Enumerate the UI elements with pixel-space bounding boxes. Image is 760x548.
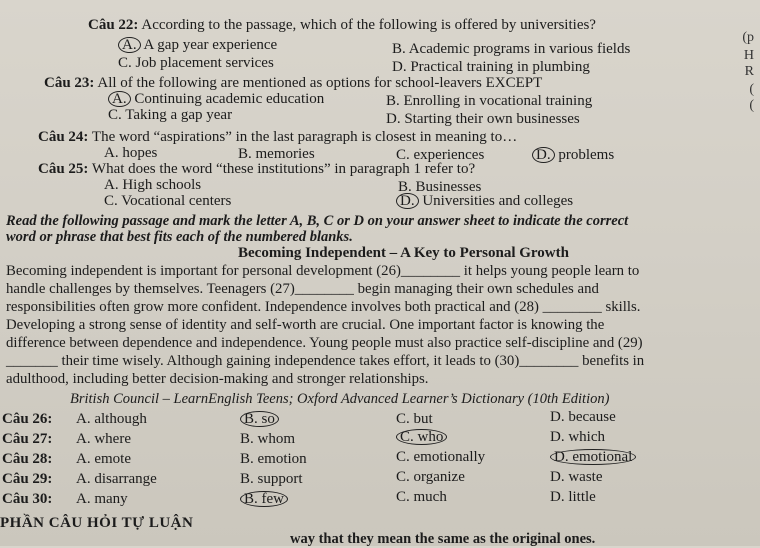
passage-line-7: adulthood, including better decision-making and stronger relationships.	[6, 371, 429, 387]
passage-line-6: _______ their time wisely. Although gaining independence takes effort, it leads to (30)________ benefits in	[6, 353, 645, 369]
q24-a-text: hopes	[122, 145, 158, 161]
q22-option-a	[118, 36, 277, 54]
q25-option-c	[104, 192, 231, 210]
q26-option-a: A. although	[76, 411, 147, 427]
q22-number: Câu 22:	[88, 17, 139, 33]
q22-b-text: Academic programs in various fields	[408, 41, 631, 57]
q27-option-d: D. which	[550, 429, 605, 445]
q23-option-d	[386, 110, 580, 128]
margin-mark: (	[749, 98, 754, 113]
q30-option-c: C. much	[396, 489, 447, 505]
passage-line-5: difference between dependence and independence. Young people must also practice self-discipline and (29)	[6, 335, 643, 351]
passage-source: British Council – LearnEnglish Teens; Oxford Advanced Learner’s Dictionary (10th Edition)	[70, 391, 610, 407]
q23-b-letter: B.	[386, 93, 400, 109]
passage-line-1: Becoming independent is important for personal development (26)________ it helps young people learn to	[6, 263, 640, 279]
q25-b-text: Businesses	[415, 179, 482, 195]
q22-b-letter: B.	[392, 41, 406, 57]
q29-option-c: C. organize	[396, 469, 465, 485]
q25-a-letter: A.	[104, 177, 119, 193]
passage-line-3: responsibilities often grow more confident. Independence involves both practical and (28) ________ skills.	[6, 299, 641, 315]
instruction-line-2: word or phrase that best fits each of the numbered blanks.	[6, 229, 353, 245]
q22-d-letter: D.	[392, 59, 407, 75]
q26-b-text: B. so	[240, 411, 279, 427]
q23-c-text: Taking a gap year	[125, 107, 233, 123]
bottom-partial-line: way that they mean the same as the original ones.	[290, 531, 596, 547]
q24-b-text: memories	[255, 146, 315, 162]
q30-option-b	[240, 490, 288, 508]
q23-option-c	[108, 106, 232, 124]
q24-b-letter: B.	[238, 146, 252, 162]
q25-option-d	[396, 192, 573, 210]
q25-b-letter: B.	[398, 179, 412, 195]
q30-b-text: B. few	[240, 491, 288, 507]
section-heading: PHẦN CÂU HỎI TỰ LUẬN	[0, 515, 194, 531]
q24-d-text: problems	[558, 147, 615, 163]
q22-a-text: A gap year experience	[143, 37, 278, 53]
q22-c-letter: C.	[118, 55, 132, 71]
q22-text: According to the passage, which of the following is offered by universities?	[141, 17, 596, 33]
q29-option-a: A. disarrange	[76, 471, 157, 487]
q24-option-d	[532, 146, 614, 164]
q28-d-text: D. emotional	[550, 449, 636, 465]
passage-line-2: handle challenges by themselves. Teenagers (27)________ begin managing their own schedules and	[6, 281, 599, 297]
q23-c-letter: C.	[108, 107, 122, 123]
q24-d-letter: D.	[532, 147, 555, 163]
margin-mark: (	[749, 82, 754, 97]
q23-d-letter: D.	[386, 111, 401, 127]
q29-number: Câu 29:	[2, 471, 53, 487]
q25-c-text: Vocational centers	[121, 193, 232, 209]
q28-option-c: C. emotionally	[396, 449, 486, 465]
q25-d-letter: D.	[396, 193, 419, 209]
q23-b-text: Enrolling in vocational training	[403, 93, 593, 109]
q28-option-a: A. emote	[76, 451, 131, 467]
passage-line-4: Developing a strong sense of identity and self-worth are crucial. One important factor is knowing the	[6, 317, 605, 333]
instruction-line-1: Read the following passage and mark the letter A, B, C or D on your answer sheet to indicate the correct	[6, 213, 629, 229]
q27-option-c	[396, 428, 447, 446]
q23-number: Câu 23:	[44, 75, 95, 91]
q22-d-text: Practical training in plumbing	[410, 59, 590, 75]
q24-c-text: experiences	[413, 147, 485, 163]
q22-c-text: Job placement services	[135, 55, 274, 71]
q30-option-a: A. many	[76, 491, 128, 507]
q25-a-text: High schools	[122, 177, 202, 193]
q23-a-letter: A.	[108, 91, 131, 107]
q23-d-text: Starting their own businesses	[404, 111, 580, 127]
q25-d-text: Universities and colleges	[422, 193, 574, 209]
q30-number: Câu 30:	[2, 491, 53, 507]
q24-text: The word “aspirations” in the last paragraph is closest in meaning to…	[91, 129, 518, 145]
q22-option-b	[392, 40, 630, 58]
q22-a-letter: A.	[118, 37, 141, 53]
q23-option-b	[386, 92, 592, 110]
q29-option-d: D. waste	[550, 469, 603, 485]
margin-mark: R	[744, 64, 754, 79]
q28-number: Câu 28:	[2, 451, 53, 467]
q22-stem	[88, 16, 596, 34]
q27-number: Câu 27:	[2, 431, 53, 447]
q27-c-text: C. who	[396, 429, 447, 445]
margin-mark: H	[743, 48, 754, 63]
passage-title: Becoming Independent – A Key to Personal Growth	[238, 245, 569, 261]
q26-number: Câu 26:	[2, 411, 53, 427]
q23-text: All of the following are mentioned as options for school-leavers EXCEPT	[97, 75, 543, 91]
q29-option-b: B. support	[240, 471, 303, 487]
q28-option-b: B. emotion	[240, 451, 307, 467]
q27-option-b: B. whom	[240, 431, 296, 447]
q26-option-d: D. because	[550, 409, 616, 425]
q24-c-letter: C.	[396, 147, 410, 163]
q23-a-text: Continuing academic education	[134, 91, 325, 107]
q28-option-d	[550, 448, 636, 466]
q26-option-c: C. but	[396, 411, 433, 427]
q27-option-a: A. where	[76, 431, 131, 447]
margin-mark: (p	[742, 30, 754, 45]
q30-option-d: D. little	[550, 489, 596, 505]
q24-a-letter: A.	[104, 145, 119, 161]
q25-number: Câu 25:	[38, 161, 89, 177]
q24-number: Câu 24:	[38, 129, 89, 145]
q25-c-letter: C.	[104, 193, 118, 209]
q22-option-c	[118, 54, 274, 72]
q25-text: What does the word “these institutions” in paragraph 1 refer to?	[91, 161, 476, 177]
q26-option-b	[240, 410, 279, 428]
